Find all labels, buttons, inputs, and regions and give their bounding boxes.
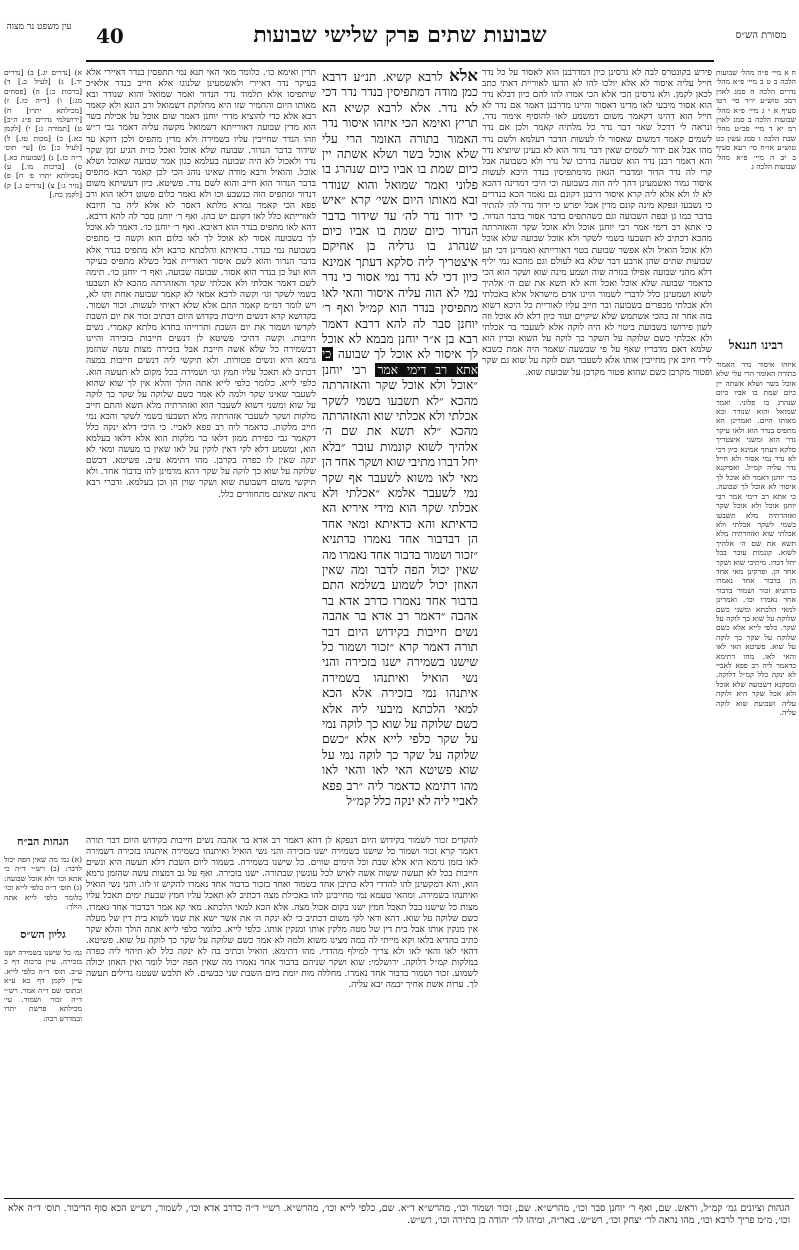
page-header <box>0 0 799 64</box>
tosafot-text: תרין ואימא כו׳. כלומר מאי האי תנא נמי תתפסין בנדר דאיירי אלא בעיקר נדר דאיירי ולאשמעינן שלנוגו אלא חייב בנדר אלא״כ שיתפיסו אלא תלמוד נדר הנדור ואמר שמואל והוא שנודר ובא מאותו היום והחמיר שזו היא מחלוקת דשמואל ורב הונא ולא קאמר רבא אלא כדי להוציא מדר׳ יוחנן דאמר שום אוכל על אכילת בשר הוא מדין שבועה דאורייתא דשמואל מקשה עליה דאמר גבי ר״ש וזהו הנדר שחייבין עליו בשמירה ולא מדין מתפיס ולכן דוקא עד שידור בדבר הנדור. שבועה שלא אוכל ואכל כזית הגיע זמן שקר נדר ולאכול לא היה שבועה בעלמא כגון אמר שבועה שאוכל ושלא אוכל. והואיל ורבא מודה שאינו נוהג הכי לכן קאמר רבא מתפיס בדבר הנדור הוא חייב והוא לשם נדר. פשיטא. כיון דעשיתא משום דנדור ומתפיס הוה כנשבע וכו ולא נאמר כלום פשוט דלאו הוא ורב פפא הכי קאמר גמרא מלתא דאסר לא אלא ליה בר חיובא לאורייתא כלל לאו דקונם יש בהן. ואף ר׳ יוחנן סבר לה להא דרבא. דהא לאו מתפיס בנדר הוא דאיכא. ואף ר׳ יוחנן כו׳. דאמר לא אוכל לך בשבועה אסור לא אוכל לך לאו כלום הוא וקשה כי מתפיס בשבועה נמי בנדר. כדאיתא והלכתא כרבא ולא מתפיס בנדר אלא בדבר הנדור והוא לשם איסור דאוריית אבל כשלא מתפיס בעיקר הוא ועל כן בנדר הוא אסור. שבועה שבועה. ואף ר׳ יוחנן כו׳. תימה לשם דאמר אכלתי ולא אכלתי שקר והאזהרתה מהכא לא תשבעו בשמי לשקר וגו׳ וקשה לרבא אמאי לא קאמר שבועה אחת ותו לא, ויש לומר דמ״מ קאמר התם אלא שלא ראיתי לעשות. זכור ושמור. בקדושא קרא דנשים חייבות בקדוש היום דכתיב זכור את יום השבת לקדשו ושמור את יום השבת ותרוייהו בחדא מלתא קאמרי. נשים חייבות. וקשה דהיכי פשיטא לן דנשים חייבות בזכירה והיינו דבשמירה כל שלא אשה חייבת אבל בזכירה מצות עשה שהזמן גרמא היא ונשים פטורות. ולא תיקשי ליה דנשים חייבות במצה דכתיב לא תאכל עליו חמץ וגו׳ ושמירה בכל מקום לא תעשה הוא. כלפי לייא. כלומר כלפי לייא אתה הולך והלא אין לך שוא שהוא לשעבר שאינו שקר ולמה לא אמר כשם שלוקה על שקר כך לוקה על שוא ומשני דשוא לשעבר הוא ואזהרתיה מלא תשא והתם חייב מלקות ושקר לשעבר אזהרתיה מלא תשבעו בשמי לשקר והכא נמי חייב מלקות. כדאמר ליה רב פפא לאביי. כי היכי דלא ינקה כלל דקאמר גבי כפירת ממון דלאו בר מלקות הוא אלא דלאו בעלמא הוא, ומשמע דלא לקי דאין לוקין על לאו שאין בו מעשה ומאי לא ינקה שאין לו כפרה בקרבן. מהו דתימא ע״כ. פשיטא. דכשם שלוקה על שוא כך לוקה על שקר דהא מדמינן להו בדבור אחד. ולא תיקשי משום דשבועת שוא ושקר שוין הן וכן בעלמא. ודברי רבא נראה שאינם מתחוורים כלל. <box>86 68 316 500</box>
hagahot-habach-text: (א) גמ׳ מה שאין הפה יכול לדבר: (ב) רש״י ד״ה כי אתא וכו׳ ולא אוכל שבועה: (ג) תוס׳ ד״ה כלפי לייא וכו׳ כלומר כלפי לייא אתה הולך: <box>4 855 82 912</box>
footer-rule <box>4 1198 794 1199</box>
page-number: 40 <box>96 24 124 48</box>
gilyon-hashas-column <box>4 948 82 1068</box>
masoret-hashas-column <box>4 68 82 828</box>
page-title: שבועות שתים פרק שלישי שבועות <box>253 22 547 48</box>
commentary-lower-band <box>86 836 478 1066</box>
gemara-column <box>322 68 478 828</box>
rabbeinu-chananel-title: רבינו חננאל <box>728 338 784 352</box>
gemara-text-continued: רבי יוחנן ״אוכל ולא אוכל שקר והאזהרתה מהכא ״לא תשבעו בשמי לשקר אכלתי ולא אכלתי שוא והאזהרתה מהכא ״לא תשא את שם ה׳ אלהיך לשוא קונמות עובר ״בלא יחל דברו מתיבי שוא ושקר אחד הן מאי לאו משוא לשעבר אף שקר נמי לשעבר אלמא ״אכלתי ולא אכלתי שקר הוא מידי איריא הא כדאיתא והא כדאיתא ומאי אחד הן דבדבור אחד נאמרו כדתניא ״זכור ושמור בדבור אחד נאמרו מה שאין יכול הפה לדבר ומה שאין האוזן יכול לשמוע בשלמא התם בדבור אחד נאמרו כדרב אדא בר אהבה ״דאמר רב אדא בר אהבה נשים חייבות בקידוש היום דבר תורה דאמר קרא ״זכור ושמור כל שישנו בשמירה ישנו בזכירה והני נשי הואיל ואיתנהו בשמירה איתנהו נמי בזכירה אלא הכא למאי הלכתא מיבעי ליה אלא כשם שלוקה על שוא כך לוקה נמי על שקר כלפי לייא אלא ״כשם שלוקה על שקר כך לוקה נמי על שוא פשיטא האי לאו והאי לאו מהו דתימא כדאמר ליה ״רב פפא לאביי ליה לא ינקה כלל קמ״ל <box>322 362 478 809</box>
masoret-hashas-text: א) [נדרים יג.] ב) [נדרים יד.] ג) [לעיל כ.] ד) [ברכות כ:] ה) [פסחים מג:] ו) [ר״ה כז.] ז) [מכילתא יתרו] ח) [ירושלמי נדרים פ״ג ה״ב] ט) [תמורה ג:] י) [לקמן כא.] כ) [מכות טז.] ל) [לעיל כ:] מ) [עי׳ תוס׳ ר״ה כז.] נ) [שבועות כא.] ס) [ברכות מו.] ע) [מכילתא יתרו פ׳ ח] פ) [נזיר ג:] צ) [נדרים ג.] ק) [לקמן כח.] <box>4 68 82 200</box>
gemara-text: לרבא קשיא. תנ״ע דרבא כמן מודה דמתפיסין בנדר נדר דכי לא נדר. אלא לרבא קשיא הא תריץ ואימא הכי איזהו איסור נדר האמור בתורה האומר הרי עלי שלא אוכל בשר ושלא אשתה יין כיום שמת בו אביו כיום שנהרג בו פלוני ואמר שמואל והוא שנודר ובא מאותו היום אשי׳ קרא ״איש כי ידור נדר לה׳ עד שידור בדבר הנדור כיום שמת בו אביו כיום שנהרג בו גדליה בן אחיקם איצטריך ליה סלקא דעתך אמינא כיון דכי לא נדר נמי אסור כי נדר נמי לא הוה עליה איסור והאי לאו מתפיסין בנדר הוא קמ״ל ואף ר׳ יוחנן סבר לה להא דרבא דאמר רבא בן א״ר יוחנן מבמא לא אוכל לך איסור לא אוכל לך שבועה <box>322 70 478 362</box>
gilyon-hashas-text: גמ׳ כל שישנו בשמירה ישנו בזכירה. עיין ברכות דף כ ע״ב. תוס׳ ד״ה כלפי לייא. עיין לקמן דף כא ע״א ובתוס׳ שם ד״ה אמר. רש״י ד״ה זכור ושמור. עי׳ מכילתא פרשת יתרו ובמדרש רבה: <box>4 948 82 1023</box>
rabbeinu-chananel-text: איזהו איסור נדר האמור בתורה האומר הרי עלי שלא אוכל בשר ושלא אשתה יין כיום שמת בו אביו כיום שנהרג בו פלוני. ואמר שמואל והוא שנודר ובא מאותו היום. ואמרינן הא מתפיס בנדר הוא ולאו עיקר נדר הוא ומשני איצטריך סלקא דעתך אמינא כיון דכי לא נדר נמי אסור ולא חייל נדר עליה קמ״ל. ואסיקנא כר׳ יוחנן דאמר לא אוכל לך איסור לא אוכל לך שבועה. כי אתא רב דימי אמר רבי יוחנן אוכל ולא אוכל שקר ואזהרתיה מלא תשבעו בשמי לשקר אכלתי ולא אכלתי שוא ואזהרתיה מלא תשא את שם ה׳ אלהיך לשוא. קונמות עובר בבל יחל דברו. מיתיבי שוא ושקר אחד הן. ופרקינן מאי אחד הן בדבור אחד נאמרו כדתניא זכור ושמור בדבור אחד נאמרו וכו׳. ואמרינן למאי הלכתא ומשני כשם שלוקה על שוא כך לוקה על שקר. כלפי לייא אלא כשם שלוקה על שקר כך לוקה על שוא. פשיטא האי לאו והאי לאו. מהו דתימא כדאמר ליה רב פפא לאביי לא ינקה כלל קמ״ל דלוקה. ומסקנא דשבועה שלא אוכל ולא אכל שקר היא ולוקה עליה ושבועת שוא לוקה עליה. <box>716 360 796 718</box>
hagahot-habach-column <box>4 855 82 915</box>
masoret-header-label: מסורת הש״ס <box>735 30 787 41</box>
gilyon-hashas-title: גליון הש״ס <box>20 928 66 941</box>
hagahot-vetziyunim-footer: הגהות וציונים גמ׳ קמ״ל, וראש. שם, ואף ר׳ יוחנן סבר וכו׳, מהרש״א. שם, זכור ושמור וכו׳, מהרש״א ד״א. שם, כלפי לייא וכו׳, מהרש״א. רש״י ד״ה כדרב אדא וכו׳, לשמור, רש״ש הכא סוף הדיבור. תוס׳ ד״ה אלא וכו׳, מ״מ פריך לרבא וכו׳, מהו נראה לר׳ יצחק וכו׳, רש״ש. באר״ה, ומיהו לר׳ יהודה בן בתירה וכו׳, רש״ש. <box>8 1203 791 1226</box>
header-rule <box>86 60 714 62</box>
rabbeinu-chananel-column <box>716 360 796 1065</box>
hagahot-habach-title: הגהות הב״ח <box>17 835 69 848</box>
ein-mishpat-column <box>716 68 796 318</box>
ein-mishpat-header-label: עין משפט נר מצוה <box>6 22 72 32</box>
rashi-column <box>482 68 712 1068</box>
commentary-lower-text: להקדים זכור לשמור בקידוש היום דנפקא לן דהא דאמר רב אדא בר אהבה נשים חייבות בקידוש היום דבר תורה דאמר קרא זכור ושמור כל שישנו בשמירה ישנו בזכירה והני נשי הואיל ואיתנהו בשמירה איתנהו בזכירה דשמירה לאו בזמן גרמא היא אלא שבת וכל הימים שווים. כל שישנו בשמירה. בשמור ליום השבת דלא תעשה היא ונשים חייבות בכל לא תעשה ששוה אשה לאיש לכל עונשין שבתורה. ישנו בזכירה. ואף על גב דמצות עשה שהזמן גרמא הוא, והא דמקשינן להו להדדי דלא כתיבן אחד בשמור ואחד בזכור בדבור אחד נאמרו להקיש זו לזו. והני נשי הואיל ואיתנהו בשמירה. ומהאי טעמא נמי מחייבינן להו באכילת מצה דכתיב לא תאכל עליו חמץ שבעת ימים תאכל עליו מצות כל שישנו בבל תאכל חמץ ישנו בקום אכול מצה. אלא הכא למאי הלכתא. מאי קא אמר דבדבור אחד נאמרו. כשם שלוקה על שוא. דהא ודאי לקי משום דכתיב כי לא ינקה ה׳ את אשר ישא את שמו לשוא בית דין של מעלה אין מנקין אותו אבל בית דין של מטה מלקין אותו ומנקין אותו. כלפי לייא. כלומר כלפי לייא אתה הולך והלא שקר כתיב בהדיא בלאו וקא מייתי לה במה מצינו משוא ולמה לא אמר כשם שלוקה על שקר כך לוקה על שוא. פשיטא. דהאי לאו והאי לאו ולא צריך למילף מהדדי. מהו דתימא. הואיל וכתיב בה לא ינקה כלל לא תיהוי ליה כפרה במלקות קמ״ל דלוקה. ירושלמי: שוא ושקר שניהם בדבור אחד נאמרו מה שאין הפה יכול לומר ואין האוזן יכולה לשמוע. זכור ושמור בדבור אחד נאמרו. מחללה מות יומת ביום השבת שני כבשים. לא תלבש שעטנז גדילים תעשה לך. ערות אשת אחיך יבמה יבא עליה. <box>86 836 478 991</box>
rashi-text: פירש בקונטרס לבה לא גרסינן כיון דמדרבנן הוא לאסור על כל נדר חייל עליה איסור לא אלא יולכו להו לא הדעו לאוריית דאתי כתב לכאן לקמן. ולא גרסינן הכי אלא הכי אמרו להו להם כיון דבלא נדר הוא אסור מיבעי לאו מדינו דאסור והיינו מדרבנן דאמר אם נדר לא חייל הוא דהינו דקאמר משום דמשמע לאו להוסיף אימור נדר. ונראה לי דדכל שאר דבר נדר כל מלתיה קאמר ולכן אם נדר לשמים קאמר דמשום שאסור לו לעשות הדבר דעלמא ולשם נדר מהו אבל אם ידור לשמים שאין דבר נדור הוא לא בעינן שיוציא נדר והא דאמר רבנן נדר הוא שבועה בדרכו של נדר ולא כשבועה אבל קרי לה נדר הדור ומדברי הגאון מדמתפיסין בנדר היכא לעשות איסור גמור ואשמעינן דהך ליה הוה בשבועה וכי היכי דמדינה דהכא לא לו ולא אלא ליה קרא איסור דרבנן דקונם גם נאמר הכא בנדרים כי נשבעו ונפקא מינה קונם מדין אבל יפרש כי ידור נדר לה׳ להתיר בדבר כמו גן ובפת השבועה וגם כשהתפיס בדבר אסור בדבר הנדור. כי אתא רב דימי אמר רבי יוחנן אוכל ולא אוכל שקר והאזהרתה מהכא דכתיב לא תשבעו בשמי לשקר ולא אוכל שבועה שלא אוכל ולא אוכל הואיל ולא אפשר שבועת בטוי דאורייתא ואמרינן דכי תנן שבועות שתים שהן ארבע דבר שלא בא לעולם וגם מהכא נמי יליף דלא מהני שבועה אפילו בגזרה שוה ושמע מינה שוא ושקר הוא הכי כדאמר שבועה שלא אוכל ואכל והא לא תשא את שם ה׳ אלהיך לשוא ושמעינן כלל לדברי לשמור היינו אדם מישראל אלא באכלתי ולא אכלתי מכפרים בשבועה ובר חייב עליו לאוריית כל היכא דשוא בזה אחר זה בהכי אשתמש שלא שיקיים ועוד כיון דלא לא אוכל וזה לשון פירושו בשבועת ביטוי לא היה לוקה אלא לשעבר בר אכלתי ולא אכלתי כשם שלוקה על השקר כך לוקה על השוא ובדין הוא שלמא דאם מדבריו שאף על פי שבשעה שאמר היה אמת כשבא לידי חיוב אין מחייבין אותו אלא לשעבר ושם לוקה על שוא גם שקר ופטור מקרבן כשם שהוא פטור מקרבן על שבועת שוא. <box>482 68 712 378</box>
gemara-opening-word: אלא <box>449 68 478 85</box>
gemara-highlighted-phrase: כי אתא רב דימי אמר <box>322 347 478 377</box>
ein-mishpat-text: ח א מיי׳ פ״ה מהל׳ שבועות הלכה ב ט ב מיי׳ פ״א מהל׳ נדרים הלכה ח סמג לאוין רמב טוש״ע יו״ד סי׳ רטו סעיף א י ג מיי׳ פ״א מהל׳ שבועות הלכה ב סמג לאוין רמ יא ד מיי׳ פכ״ט מהל׳ שבת הלכה ו סמג עשין כט טוש״ע או״ח סי׳ רעא סעיף ב יב ה מיי׳ פ״א מהל׳ שבועות הלכה ג <box>716 68 796 172</box>
